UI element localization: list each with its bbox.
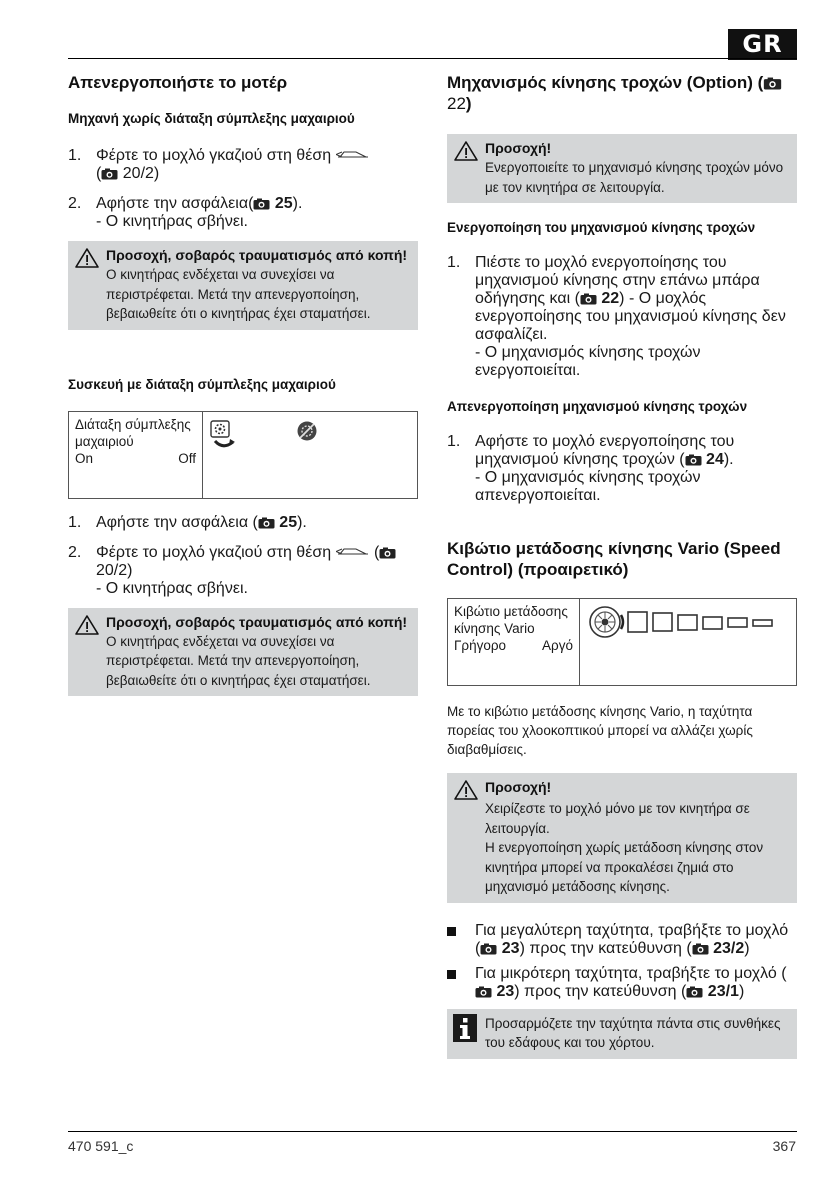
step-number: 1. (447, 254, 461, 271)
figure-ref: 22 (447, 94, 466, 113)
info-text: Προσαρμόζετε την ταχύτητα πάντα στις συνθήκες του εδάφους και του χόρτου. (485, 1015, 781, 1050)
step-text-a: Αφήστε το μοχλό ενεργοποίησης του μηχανισμού κίνησης τροχών ( (475, 433, 735, 468)
list-text-b: ) προς την κατεύθυνση ( (519, 939, 692, 957)
subheading-blade-clutch: Συσκευή με διάταξη σύμπλεξης μαχαιριού (68, 376, 336, 392)
caution-box (447, 134, 797, 203)
right-column (447, 70, 797, 1059)
caution-text: Χειρίζεστε το μοχλό μόνο με τον κινητήρα σε λειτουργία. (485, 801, 750, 836)
list-text-a: Για μικρότερη ταχύτητα, τραβήξτε το μοχλό ( (475, 964, 787, 982)
speed-scale-icon (588, 605, 788, 639)
step-text-b: ) - Ο μοχλός ενεργοποίησης του μηχανισμού κίνησης δεν ασφαλίζει. (475, 290, 786, 343)
table-label-cell (448, 599, 580, 685)
step-text (475, 254, 797, 380)
step-1 (447, 433, 797, 505)
warning-icon (453, 778, 485, 897)
step-number: 2. (68, 195, 82, 212)
figure-ref-icon (253, 198, 270, 210)
bullet-icon (447, 965, 475, 1001)
figure-ref-icon (685, 454, 702, 466)
throttle-stop-icon (336, 148, 370, 162)
section-title-vario: Κιβώτιο μετάδοσης κίνησης Vario (Speed Control) (προαιρετικό) (447, 539, 781, 579)
list-item (447, 965, 797, 1001)
section-title-engine-off: Απενεργοποιήστε το μοτέρ (68, 73, 288, 92)
section-title-wheel-drive (447, 72, 797, 114)
step-text-a: Φέρτε το μοχλό γκαζιού στη θέση (96, 147, 332, 164)
step-2 (68, 544, 418, 598)
figure-ref: 25 (274, 195, 293, 212)
figure-ref: 23 (501, 939, 520, 957)
table-icon-cell (580, 599, 796, 685)
warning-icon (453, 139, 485, 197)
warning-title: Προσοχή, σοβαρός τραυματισμός από κοπή! (106, 247, 408, 263)
language-badge: GR (728, 29, 797, 60)
step-text (96, 195, 418, 231)
step-text-a: Φέρτε το μοχλό γκαζιού στη θέση (96, 543, 332, 561)
figure-ref-icon (101, 168, 118, 180)
step-1 (68, 514, 418, 532)
figure-ref-icon (580, 293, 597, 305)
step-text (96, 514, 418, 532)
step-1 (68, 147, 418, 183)
caution-title: Προσοχή! (485, 779, 552, 795)
subheading-deactivate-drive: Απενεργοποίηση μηχανισμού κίνησης τροχών (447, 399, 748, 414)
step-text-b: ). (723, 451, 734, 468)
figure-ref-icon (692, 943, 709, 955)
vario-table (447, 598, 797, 686)
step-text: Φέρτε το μοχλό γκαζιού στη θέση ( 20/2) (96, 147, 418, 183)
list-text-b: ) προς την κατεύθυνση ( (514, 982, 687, 1000)
step-2 (68, 195, 418, 231)
step-text: Φέρτε το μοχλό γκαζιού στη θέση ( 20/2) - Ο κινητήρας σβήνει. (96, 544, 418, 598)
warning-text: Ο κινητήρας ενδέχεται να συνεχίσει να περιστρέφεται. Μετά την απενεργοποίηση, βεβαιωθείτε ότι ο κινητήρας έχει σταματήσει. (106, 633, 371, 688)
step-text-a: Πιέστε το μοχλό ενεργοποίησης του μηχανισμού κίνησης στην επάνω μπάρα οδήγησης και ( (475, 254, 760, 307)
step-text-b: ). (297, 513, 307, 531)
table-fast: Γρήγορο (454, 638, 507, 653)
warning-icon (74, 613, 106, 691)
figure-ref-icon (475, 986, 492, 998)
figure-ref: 20/2 (96, 561, 128, 579)
table-label-cell (69, 412, 203, 498)
figure-ref-icon (379, 547, 396, 559)
table-label: Διάταξη σύμπλεξης μαχαιριού (75, 416, 191, 449)
blade-engaged-icon (209, 420, 239, 452)
subheading-activate-drive: Ενεργοποίηση του μηχανισμού κίνησης τροχών (447, 220, 756, 235)
info-box (447, 1009, 797, 1059)
list-text-a: Για μεγαλύτερη ταχύτητα, τραβήξτε το μοχλό ( (475, 921, 789, 957)
step-text (475, 433, 797, 505)
blade-disengaged-icon (296, 420, 318, 442)
warning-box (68, 608, 418, 697)
figure-ref-icon (258, 517, 275, 529)
caution-text: Η ενεργοποίηση χωρίς μετάδοση κίνησης στον κινητήρα μπορεί να προκαλέσει ζημιά στο μηχανισμό μετάδοσης κίνησης. (485, 840, 764, 894)
figure-ref: 23 (496, 982, 515, 1000)
header-rule (68, 58, 797, 59)
title-text: Μηχανισμός κίνησης τροχών (Option) ( (447, 73, 764, 92)
step-number: 1. (68, 513, 82, 531)
bullet-icon (447, 922, 475, 958)
table-off: Off (178, 450, 196, 466)
step-text-b: ). (292, 195, 303, 212)
vario-description: Με το κιβώτιο μετάδοσης κίνησης Vario, η ταχύτητα πορείας του χλοοκοπτικού μπορεί να αλλάζει χωρίς διαβαθμίσεις. (447, 704, 753, 757)
warning-text: Ο κινητήρας ενδέχεται να συνεχίσει να περιστρέφεται. Μετά την απενεργοποίηση, βεβαιωθείτε ότι ο κινητήρας έχει σταματήσει. (106, 267, 371, 321)
caution-text: Ενεργοποιείτε το μηχανισμό κίνησης τροχών μόνο με τον κινητήρα σε λειτουργία. (485, 160, 784, 195)
caution-title: Προσοχή! (485, 140, 552, 156)
figure-ref: 24 (706, 451, 724, 468)
info-icon (453, 1014, 485, 1053)
table-label: Κιβώτιο μετάδοσης κίνησης Vario (454, 604, 568, 636)
page-number: 367 (772, 1138, 796, 1154)
figure-ref: 23/2 (713, 939, 745, 957)
list-text-c: ) (738, 982, 745, 1000)
figure-ref: 25 (279, 513, 298, 531)
title-text-end: ) (465, 94, 472, 113)
list-item (447, 922, 797, 958)
figure-ref-icon (480, 943, 497, 955)
document-code: 470 591_c (68, 1138, 134, 1154)
step-text-a: Αφήστε την ασφάλεια( (96, 195, 254, 212)
step-text-a: Αφήστε την ασφάλεια ( (96, 513, 258, 531)
blade-clutch-table (68, 411, 418, 499)
step-1 (447, 254, 797, 380)
list-text (475, 922, 797, 958)
step-result: - Ο κινητήρας σβήνει. (96, 213, 248, 230)
step-result: - Ο μηχανισμός κίνησης τροχών ενεργοποιείται. (475, 344, 701, 379)
throttle-stop-icon (336, 545, 370, 559)
table-icon-cell (203, 412, 417, 498)
step-result: - Ο κινητήρας σβήνει. (96, 579, 248, 597)
warning-box (68, 241, 418, 330)
footer-rule (68, 1131, 797, 1132)
warning-icon (74, 246, 106, 324)
warning-title: Προσοχή, σοβαρός τραυματισμός από κοπή! (106, 613, 408, 630)
figure-ref: 23/1 (707, 982, 739, 1000)
caution-box (447, 773, 797, 903)
table-on: On (75, 450, 94, 466)
table-slow: Αργό (542, 638, 573, 653)
left-column (68, 70, 418, 696)
figure-ref: 20/2 (122, 165, 154, 182)
step-number: 2. (68, 543, 82, 561)
figure-ref-icon (763, 77, 782, 90)
figure-ref: 22 (601, 290, 620, 307)
list-text-c: ) (744, 939, 750, 957)
step-result: - Ο μηχανισμός κίνησης τροχών απενεργοποιείται. (475, 469, 701, 504)
step-number: 1. (447, 433, 461, 450)
step-number: 1. (68, 147, 82, 164)
subheading-no-blade-clutch: Μηχανή χωρίς διάταξη σύμπλεξης μαχαιριού (68, 111, 355, 126)
figure-ref-icon (686, 986, 703, 998)
list-text (475, 965, 797, 1001)
